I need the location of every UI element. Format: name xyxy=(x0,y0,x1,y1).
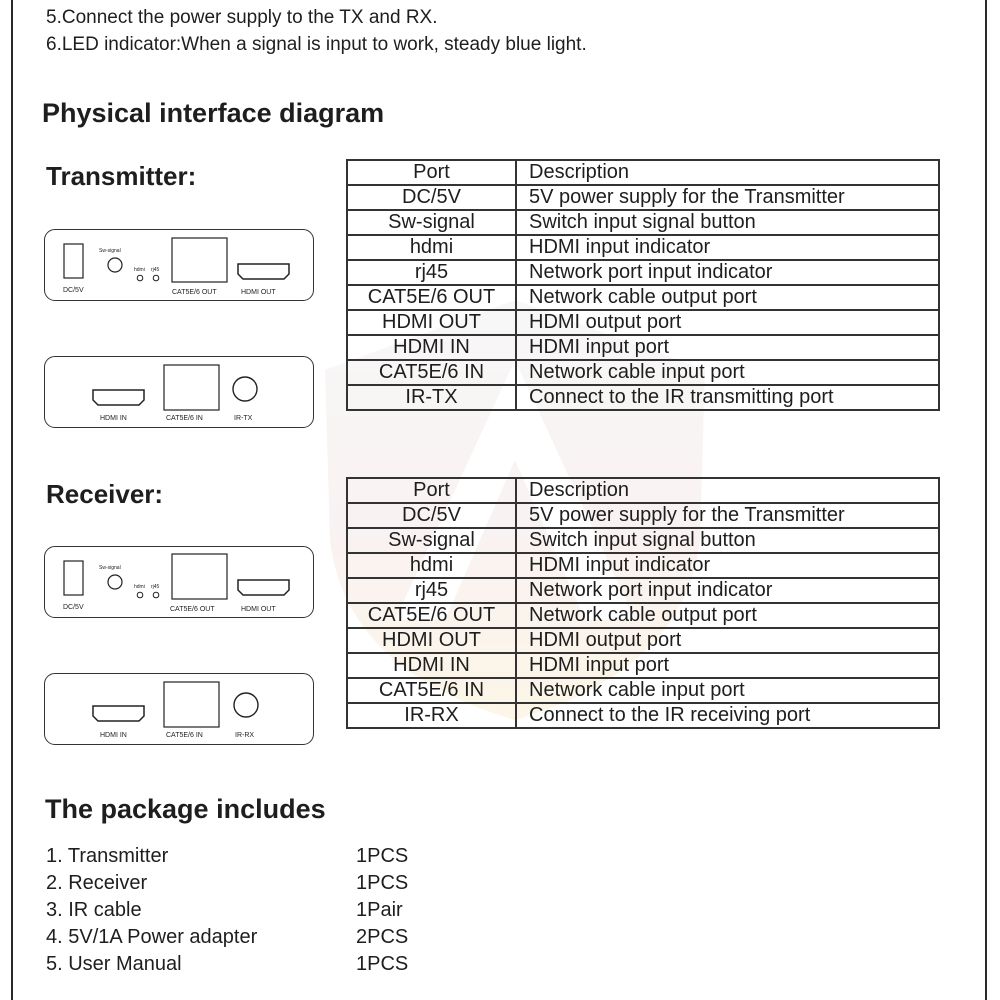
table-row xyxy=(347,653,939,678)
table-row xyxy=(347,235,939,260)
transmitter-back-panel xyxy=(44,356,314,428)
sw-signal-label: Sw-signal xyxy=(99,565,121,571)
table-row xyxy=(347,210,939,235)
port-cell: Sw-signal xyxy=(347,528,516,553)
port-cell: IR-TX xyxy=(347,385,516,410)
description-cell: Network cable input port xyxy=(516,360,939,385)
hdmi-port-icon xyxy=(238,580,289,595)
rj45-port-icon xyxy=(172,238,227,282)
hdmi-in-label: HDMI IN xyxy=(100,415,127,422)
description-cell: HDMI output port xyxy=(516,310,939,335)
port-cell: HDMI OUT xyxy=(347,310,516,335)
description-column-header: Description xyxy=(516,160,939,185)
package-item-name: 2. Receiver xyxy=(46,872,148,894)
description-cell: HDMI input port xyxy=(516,335,939,360)
description-cell: Network cable input port xyxy=(516,678,939,703)
hdmi-led-label: hdmi xyxy=(134,267,145,273)
hdmi-port-icon xyxy=(238,264,289,279)
description-cell: Network port input indicator xyxy=(516,578,939,603)
description-cell: Network cable output port xyxy=(516,285,939,310)
rj45-led-icon xyxy=(153,592,159,598)
receiver-heading: Receiver: xyxy=(46,479,164,509)
table-row xyxy=(347,385,939,410)
description-cell: HDMI input indicator xyxy=(516,553,939,578)
dc-port-label: DC/5V xyxy=(63,604,84,611)
port-cell: rj45 xyxy=(347,260,516,285)
description-cell: 5V power supply for the Transmitter xyxy=(516,185,939,210)
table-row xyxy=(347,578,939,603)
table-row xyxy=(347,335,939,360)
port-cell: hdmi xyxy=(347,553,516,578)
table-row xyxy=(347,185,939,210)
transmitter-front-panel xyxy=(44,229,314,301)
ir-jack-icon xyxy=(234,693,258,717)
package-item-name: 5. User Manual xyxy=(46,953,182,975)
cat-out-label: CAT5E/6 OUT xyxy=(170,606,215,613)
port-cell: HDMI OUT xyxy=(347,628,516,653)
ir-tx-label: IR-TX xyxy=(234,415,253,422)
table-row xyxy=(347,503,939,528)
rj45-port-icon xyxy=(164,682,219,727)
switch-button-icon xyxy=(108,575,122,589)
description-cell: 5V power supply for the Transmitter xyxy=(516,503,939,528)
package-item-qty: 2PCS xyxy=(356,926,409,948)
cat-in-label: CAT5E/6 IN xyxy=(166,732,203,739)
page-frame-left xyxy=(11,0,13,1000)
hdmi-led-label: hdmi xyxy=(134,584,145,590)
port-cell: IR-RX xyxy=(347,703,516,728)
dc-jack-icon xyxy=(64,561,83,595)
port-cell: HDMI IN xyxy=(347,653,516,678)
description-cell: HDMI output port xyxy=(516,628,939,653)
description-cell: HDMI input port xyxy=(516,653,939,678)
description-cell: Network port input indicator xyxy=(516,260,939,285)
hdmi-port-icon xyxy=(93,706,144,721)
port-cell: rj45 xyxy=(347,578,516,603)
table-row xyxy=(347,310,939,335)
hdmi-out-label: HDMI OUT xyxy=(241,606,276,613)
port-cell: CAT5E/6 IN xyxy=(347,678,516,703)
table-row xyxy=(347,678,939,703)
package-item-name: 1. Transmitter xyxy=(46,845,169,867)
package-item-qty: 1Pair xyxy=(356,899,403,921)
receiver-front-panel xyxy=(44,546,314,618)
ir-rx-label: IR-RX xyxy=(235,732,255,739)
description-cell: Switch input signal button xyxy=(516,210,939,235)
rj45-port-icon xyxy=(164,365,219,410)
table-row xyxy=(347,360,939,385)
package-item-qty: 1PCS xyxy=(356,845,409,867)
intro-line-6: 6.LED indicator:When a signal is input to work, steady blue light. xyxy=(46,34,587,55)
port-column-header: Port xyxy=(347,160,516,185)
dc-port-label: DC/5V xyxy=(63,287,84,294)
description-cell: Connect to the IR receiving port xyxy=(516,703,939,728)
transmitter-heading: Transmitter: xyxy=(46,161,197,191)
sw-signal-label: Sw-signal xyxy=(99,248,121,254)
table-header-row xyxy=(347,160,939,185)
ir-jack-icon xyxy=(233,377,257,401)
package-item-qty: 1PCS xyxy=(356,872,409,894)
hdmi-led-icon xyxy=(137,592,143,598)
port-cell: CAT5E/6 IN xyxy=(347,360,516,385)
rj45-led-label: rj45 xyxy=(151,267,160,273)
description-cell: Connect to the IR transmitting port xyxy=(516,385,939,410)
package-item-qty: 1PCS xyxy=(356,953,409,975)
table-row xyxy=(347,703,939,728)
page-frame-right xyxy=(985,0,987,1000)
receiver-back-panel xyxy=(44,673,314,745)
table-row xyxy=(347,285,939,310)
intro-line-5: 5.Connect the power supply to the TX and RX. xyxy=(46,7,438,28)
table-row xyxy=(347,528,939,553)
port-cell: Sw-signal xyxy=(347,210,516,235)
table-row xyxy=(347,628,939,653)
description-cell: HDMI input indicator xyxy=(516,235,939,260)
table-row xyxy=(347,553,939,578)
port-cell: DC/5V xyxy=(347,503,516,528)
port-cell: HDMI IN xyxy=(347,335,516,360)
hdmi-led-icon xyxy=(137,275,143,281)
table-row xyxy=(347,603,939,628)
hdmi-port-icon xyxy=(93,390,144,405)
package-item-name: 3. IR cable xyxy=(46,899,142,921)
port-cell: DC/5V xyxy=(347,185,516,210)
hdmi-in-label: HDMI IN xyxy=(100,732,127,739)
switch-button-icon xyxy=(108,258,122,272)
rj45-led-label: rj45 xyxy=(151,584,160,590)
package-heading: The package includes xyxy=(45,794,326,824)
package-item-name: 4. 5V/1A Power adapter xyxy=(46,926,258,948)
hdmi-out-label: HDMI OUT xyxy=(241,289,276,296)
cat-out-label: CAT5E/6 OUT xyxy=(172,289,217,296)
physical-interface-heading: Physical interface diagram xyxy=(42,98,385,128)
description-cell: Network cable output port xyxy=(516,603,939,628)
description-cell: Switch input signal button xyxy=(516,528,939,553)
description-column-header: Description xyxy=(516,478,939,503)
dc-jack-icon xyxy=(64,244,83,278)
port-cell: CAT5E/6 OUT xyxy=(347,603,516,628)
rj45-led-icon xyxy=(153,275,159,281)
cat-in-label: CAT5E/6 IN xyxy=(166,415,203,422)
table-row xyxy=(347,260,939,285)
port-cell: CAT5E/6 OUT xyxy=(347,285,516,310)
transmitter-port-table xyxy=(346,159,940,411)
table-header-row xyxy=(347,478,939,503)
port-cell: hdmi xyxy=(347,235,516,260)
receiver-port-table xyxy=(346,477,940,729)
port-column-header: Port xyxy=(347,478,516,503)
rj45-port-icon xyxy=(172,554,227,599)
